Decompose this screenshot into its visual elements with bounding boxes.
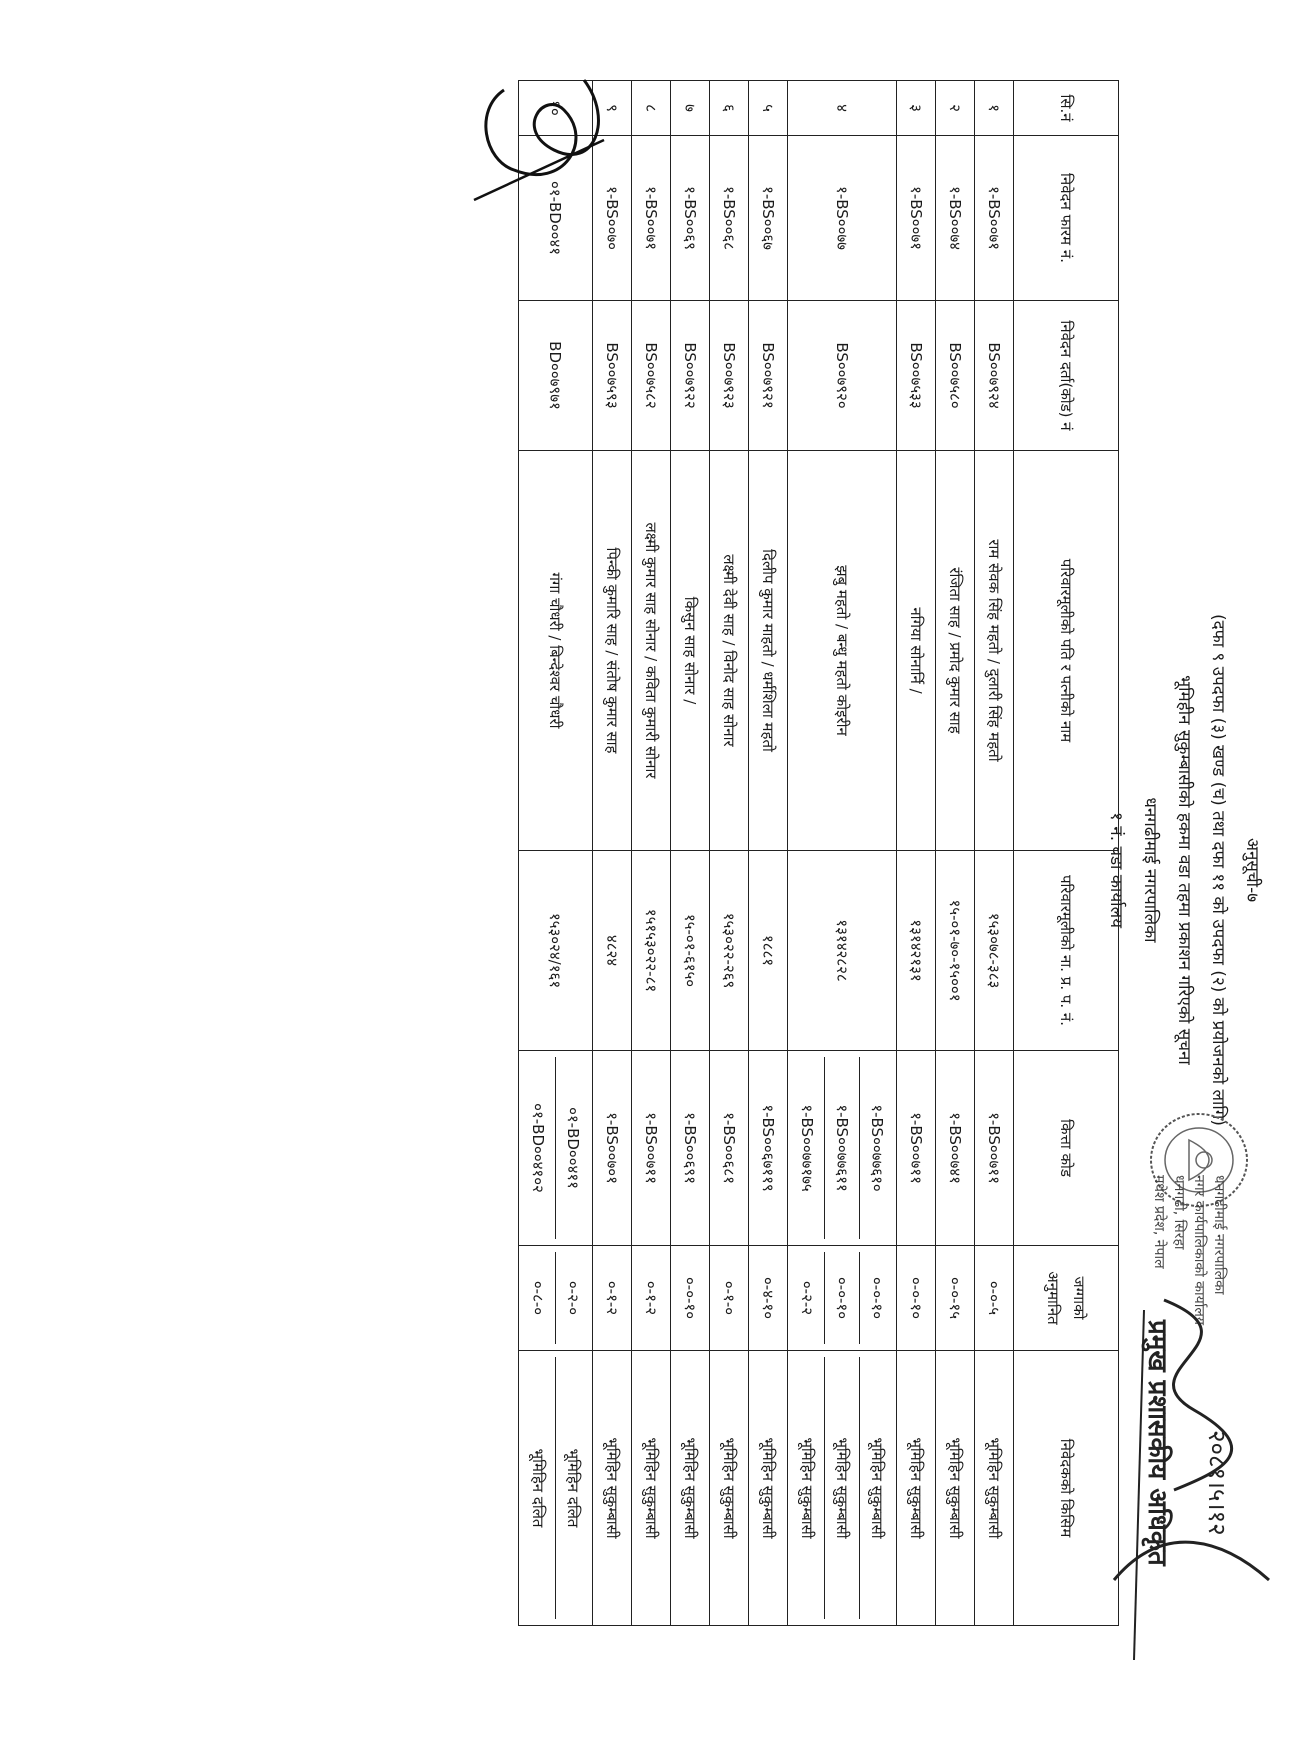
cell-reg-code: BS००७९२४ <box>975 301 1014 451</box>
cell-kitta-code <box>519 1051 593 1246</box>
cell-kitta-code: १-BS००७११ <box>975 1051 1014 1246</box>
col-header-citizenship: परिवारमूलीको ना. प्र. प. नं. <box>1014 851 1119 1051</box>
table-row <box>897 81 936 1626</box>
col-header-kitta-code: कित्ता कोड <box>1014 1051 1119 1246</box>
cell-applicant-type: भूमिहिन सुकुम्बासी <box>897 1351 936 1626</box>
cell-reg-code: BS००७९२३ <box>710 301 749 451</box>
cell-names: लक्ष्मी देवी साह / विनोद साह सोनार <box>710 451 749 851</box>
approval-date: २०८१।५।१२ <box>1203 1430 1231 1536</box>
cell-kitta-code-line: ०१-BD००४११ <box>555 1057 590 1239</box>
cell-form-no: १-BS००६९ <box>671 136 710 301</box>
col-header-reg-code: निवेदन दर्ता(कोड) नं <box>1014 301 1119 451</box>
cell-sn: ६ <box>710 81 749 136</box>
cell-form-no: १-BS००७१ <box>897 136 936 301</box>
cell-form-no: १-BS००७१ <box>632 136 671 301</box>
table-row <box>671 81 710 1626</box>
cell-names: झबु महतो / बन्धु महतो कोइरीन <box>788 451 897 851</box>
cell-kitta-code <box>788 1051 897 1246</box>
cell-area <box>788 1246 897 1351</box>
cell-kitta-code: १-BS००७४१ <box>936 1051 975 1246</box>
notice-title: भूमिहीन सुकुम्बासीको हकमा वडा तहमा प्रकाशन गरिएको सूचना <box>1174 675 1194 1065</box>
table-row <box>749 81 788 1626</box>
cell-area-line: ०-८-० <box>529 1280 547 1316</box>
approval-stamp <box>1104 1280 1284 1700</box>
cell-applicant-type-line: भूमिहिन दलित <box>555 1357 590 1619</box>
cell-kitta-code: १-BS००७०१ <box>593 1051 632 1246</box>
cell-reg-code: BS००७५८२ <box>632 301 671 451</box>
cell-reg-code: BS००७५९३ <box>593 301 632 451</box>
cell-applicant-type-line: भूमिहिन सुकुम्बासी <box>798 1437 816 1539</box>
cell-applicant-type: भूमिहिन सुकुम्बासी <box>671 1351 710 1626</box>
table-row <box>936 81 975 1626</box>
cell-form-no: ०१-BD००४१ <box>519 136 593 301</box>
cell-applicant-type: भूमिहिन सुकुम्बासी <box>710 1351 749 1626</box>
cell-area: ०-०-५ <box>975 1246 1014 1351</box>
cell-area-line: ०-०-१० <box>824 1252 859 1344</box>
cell-reg-code: BS००७९२२ <box>671 301 710 451</box>
cell-names: किसुन साह सोनार / <box>671 451 710 851</box>
cell-sn: २ <box>936 81 975 136</box>
cell-citizenship: १८८१ <box>749 851 788 1051</box>
cell-area: ०-१-२ <box>632 1246 671 1351</box>
landless-register-table <box>518 80 1119 1626</box>
cell-area: ०-१-० <box>710 1246 749 1351</box>
cell-form-no: १-BS००६८ <box>710 136 749 301</box>
cell-area-line: ०-२-२ <box>798 1280 816 1316</box>
cell-names: राम सेवक सिंह महतो / दुलारी सिंह महतो <box>975 451 1014 851</box>
cell-form-no: १-BS००७४ <box>936 136 975 301</box>
cell-names: पिन्की कुमारि साह / संतोष कुमार साह <box>593 451 632 851</box>
cell-sn: ४ <box>788 81 897 136</box>
rotated-sheet <box>459 30 1289 1710</box>
cell-citizenship: १५-०१-६१५० <box>671 851 710 1051</box>
seal-line-1: धनगढीमाई नगरपालिका <box>1211 1175 1227 1295</box>
table-row <box>632 81 671 1626</box>
cell-citizenship: १५३०२४/१६१ <box>519 851 593 1051</box>
cell-applicant-type-line: भूमिहिन सुकुम्बासी <box>859 1357 894 1619</box>
col-header-sn: सि.नं <box>1014 81 1119 136</box>
seal-line-2: नगर कार्यपालिकाको कार्यालय <box>1191 1175 1207 1325</box>
cell-citizenship: १५१५३०२२-८१ <box>632 851 671 1051</box>
cell-citizenship: ४८२४ <box>593 851 632 1051</box>
table-row <box>788 81 897 1626</box>
cell-reg-code: BD००७९७१ <box>519 301 593 451</box>
cell-citizenship: १३१४२८२८ <box>788 851 897 1051</box>
cell-area-line: ०-२-० <box>555 1252 590 1344</box>
cell-applicant-type: भूमिहिन सुकुम्बासी <box>749 1351 788 1626</box>
cell-area <box>519 1246 593 1351</box>
cell-area: ०-०-१० <box>671 1246 710 1351</box>
table-row <box>593 81 632 1626</box>
cell-names: गंगा चौधरी / बिन्देश्वर चौधरी <box>519 451 593 851</box>
cell-sn: ७ <box>671 81 710 136</box>
approval-title: प्रमुख प्रशासकीय अधिकृत <box>1142 1320 1172 1566</box>
cell-form-no: १-BS००६७ <box>749 136 788 301</box>
cell-form-no: १-BS००७१ <box>975 136 1014 301</box>
seal-line-4: मधेश प्रदेश, नेपाल <box>1151 1175 1167 1269</box>
cell-area: ०-१-२ <box>593 1246 632 1351</box>
table-row <box>710 81 749 1626</box>
cell-sn: ३ <box>897 81 936 136</box>
cell-kitta-code: १-BS००७११ <box>632 1051 671 1246</box>
col-header-form-no: निवेदन फारम नं. <box>1014 136 1119 301</box>
cell-applicant-type <box>788 1351 897 1626</box>
cell-names: रंजिता साह / प्रमोद कुमार साह <box>936 451 975 851</box>
cell-sn: ९ <box>593 81 632 136</box>
cell-kitta-code-line: १-BS००७७१७५ <box>798 1104 816 1192</box>
cell-kitta-code: १-BS००७११ <box>897 1051 936 1246</box>
col-header-area: जग्गाको अनुमानित <box>1014 1246 1119 1351</box>
cell-kitta-code: १-BS००६७११९ <box>749 1051 788 1246</box>
ward-office: १ नं. वडा कार्यालय <box>1106 812 1126 928</box>
cell-citizenship: १५-०१-७०-१५००१ <box>936 851 975 1051</box>
clause-line: (दफा ९ उपदफा (३) खण्ड (च) तथा दफा ११ को उपदफा (२) को प्रयोजनको लागि) <box>1208 613 1228 1127</box>
cell-kitta-code-line: १-BS००७७६११ <box>824 1057 859 1239</box>
cell-applicant-type: भूमिहिन सुकुम्बासी <box>632 1351 671 1626</box>
col-header-applicant-type: निवेदकको किसिम <box>1014 1351 1119 1626</box>
table-row <box>519 81 593 1626</box>
cell-reg-code: BS००७९२१ <box>749 301 788 451</box>
cell-area-line: ०-०-१० <box>859 1252 894 1344</box>
col-header-names: परिवारमूलीको पति र पत्नीको नाम <box>1014 451 1119 851</box>
cell-sn: १ <box>975 81 1014 136</box>
table-body <box>519 81 1014 1626</box>
cell-names: दिलीप कुमार माहतो / धर्मशिला महतो <box>749 451 788 851</box>
cell-applicant-type <box>519 1351 593 1626</box>
cell-area: ०-०-१५ <box>936 1246 975 1351</box>
signature-icon <box>464 50 624 230</box>
cell-citizenship: १३१४२१३१ <box>897 851 936 1051</box>
cell-applicant-type-line: भूमिहिन दलित <box>529 1448 547 1528</box>
cell-applicant-type: भूमिहिन सुकुम्बासी <box>936 1351 975 1626</box>
cell-citizenship: १५३०७८-३८३ <box>975 851 1014 1051</box>
cell-citizenship: १५३०२२-२६९ <box>710 851 749 1051</box>
cell-form-no: १-BS००७० <box>593 136 632 301</box>
table-header-row <box>1014 81 1119 1626</box>
signature-scribble-icon <box>1104 1280 1284 1700</box>
cell-applicant-type: भूमिहिन सुकुम्बासी <box>593 1351 632 1626</box>
cell-sn: १० <box>519 81 593 136</box>
cell-reg-code: BS००७९२० <box>788 301 897 451</box>
cell-reg-code: BS००७५८० <box>936 301 975 451</box>
cell-names: नगिया सोनार्नि / <box>897 451 936 851</box>
cell-applicant-type-line: भूमिहिन सुकुम्बासी <box>824 1357 859 1619</box>
cell-kitta-code: १-BS००६९१ <box>671 1051 710 1246</box>
cell-names: लक्ष्मी कुमार साह सोनार / कविता कुमारी सोनार <box>632 451 671 851</box>
seal-line-3: धनगढी, सिरहा <box>1171 1175 1187 1250</box>
cell-kitta-code: १-BS००६८१ <box>710 1051 749 1246</box>
cell-form-no: १-BS००७७ <box>788 136 897 301</box>
cell-sn: ८ <box>632 81 671 136</box>
cell-kitta-code-line: ०१-BD००४१०२ <box>529 1103 547 1193</box>
cell-area: ०-०-१० <box>897 1246 936 1351</box>
municipality-name: धनगढीमाई नगरपालिका <box>1140 797 1160 943</box>
cell-kitta-code-line: १-BS००७७६१० <box>859 1057 894 1239</box>
cell-reg-code: BS००७५३३ <box>897 301 936 451</box>
cell-applicant-type: भूमिहिन सुकुम्बासी <box>975 1351 1014 1626</box>
cell-sn: ५ <box>749 81 788 136</box>
handwritten-signature <box>464 50 624 230</box>
table-row <box>975 81 1014 1626</box>
schedule-title: अनुसूची-७ <box>1242 837 1262 903</box>
cell-area: ०-४-१० <box>749 1246 788 1351</box>
